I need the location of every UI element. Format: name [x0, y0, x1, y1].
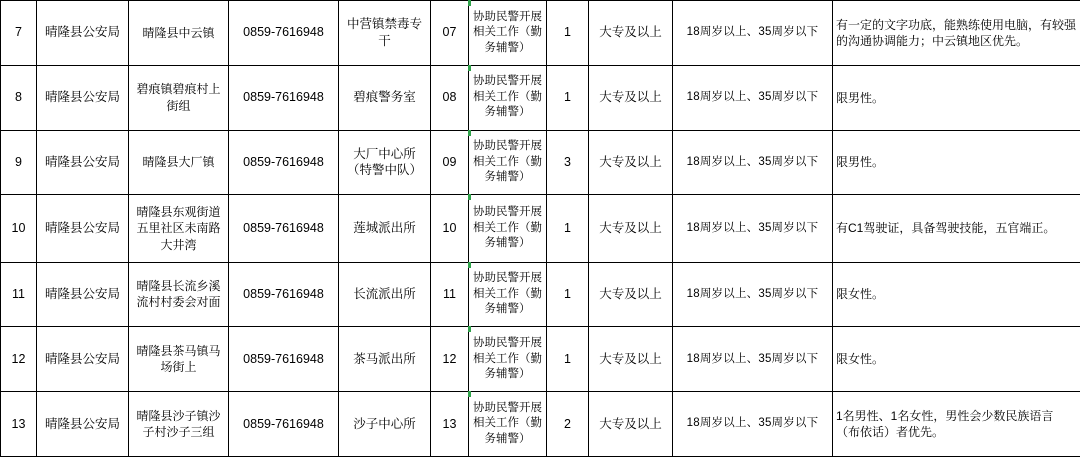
cell-organization: 晴隆县公安局	[37, 392, 129, 457]
cell-position-duty: 协助民警开展相关工作（勤务辅警）	[469, 65, 547, 130]
cell-address: 晴隆县长流乡溪流村村委会对面	[129, 262, 229, 327]
cell-headcount: 2	[547, 392, 589, 457]
cell-position-code: 10	[431, 195, 469, 262]
cell-education: 大专及以上	[589, 195, 673, 262]
table-row	[1, 1, 1080, 66]
cell-serial-number: 10	[1, 195, 37, 262]
cell-remark: 限男性。	[833, 65, 1080, 130]
cell-organization: 晴隆县公安局	[37, 327, 129, 392]
cell-remark: 限女性。	[833, 262, 1080, 327]
cell-position-duty: 协助民警开展相关工作（勤务辅警）	[469, 1, 547, 66]
cell-headcount: 1	[547, 327, 589, 392]
cell-address: 晴隆县东观街道五里社区未南路大井湾	[129, 195, 229, 262]
cell-remark: 1名男性、1名女性，男性会少数民族语言（布依话）者优先。	[833, 392, 1080, 457]
cell-position-code: 08	[431, 65, 469, 130]
cell-phone: 0859-7616948	[229, 195, 339, 262]
cell-serial-number: 7	[1, 1, 37, 66]
cell-remark: 限女性。	[833, 327, 1080, 392]
cell-remark: 有一定的文字功底，能熟练使用电脑，有较强的沟通协调能力；中云镇地区优先。	[833, 1, 1080, 66]
cell-phone: 0859-7616948	[229, 130, 339, 195]
cell-education: 大专及以上	[589, 130, 673, 195]
cell-organization: 晴隆县公安局	[37, 195, 129, 262]
table-row	[1, 65, 1080, 130]
cell-phone: 0859-7616948	[229, 65, 339, 130]
cell-age-requirement: 18周岁以上、35周岁以下	[673, 327, 833, 392]
table-row	[1, 130, 1080, 195]
table-row	[1, 327, 1080, 392]
cell-age-requirement: 18周岁以上、35周岁以下	[673, 195, 833, 262]
cell-position-code: 11	[431, 262, 469, 327]
cell-position-duty: 协助民警开展相关工作（勤务辅警）	[469, 195, 547, 262]
cell-education: 大专及以上	[589, 327, 673, 392]
cell-address: 晴隆县中云镇	[129, 1, 229, 66]
cell-serial-number: 8	[1, 65, 37, 130]
table-body	[1, 1, 1080, 457]
cell-headcount: 1	[547, 65, 589, 130]
cell-department: 长流派出所	[339, 262, 431, 327]
cell-position-duty: 协助民警开展相关工作（勤务辅警）	[469, 262, 547, 327]
cell-education: 大专及以上	[589, 1, 673, 66]
cell-phone: 0859-7616948	[229, 392, 339, 457]
cell-education: 大专及以上	[589, 65, 673, 130]
cell-organization: 晴隆县公安局	[37, 130, 129, 195]
cell-phone: 0859-7616948	[229, 262, 339, 327]
cell-age-requirement: 18周岁以上、35周岁以下	[673, 1, 833, 66]
cell-address: 晴隆县茶马镇马场街上	[129, 327, 229, 392]
cell-remark: 有C1驾驶证，具备驾驶技能，五官端正。	[833, 195, 1080, 262]
cell-education: 大专及以上	[589, 392, 673, 457]
cell-position-duty: 协助民警开展相关工作（勤务辅警）	[469, 327, 547, 392]
cell-education: 大专及以上	[589, 262, 673, 327]
cell-position-duty: 协助民警开展相关工作（勤务辅警）	[469, 392, 547, 457]
cell-age-requirement: 18周岁以上、35周岁以下	[673, 130, 833, 195]
cell-phone: 0859-7616948	[229, 1, 339, 66]
cell-age-requirement: 18周岁以上、35周岁以下	[673, 65, 833, 130]
cell-headcount: 1	[547, 262, 589, 327]
cell-serial-number: 12	[1, 327, 37, 392]
cell-headcount: 1	[547, 1, 589, 66]
cell-serial-number: 9	[1, 130, 37, 195]
cell-position-code: 13	[431, 392, 469, 457]
cell-organization: 晴隆县公安局	[37, 262, 129, 327]
cell-address: 碧痕镇碧痕村上街组	[129, 65, 229, 130]
cell-department: 大厂中心所（特警中队）	[339, 130, 431, 195]
table-row	[1, 262, 1080, 327]
cell-address: 晴隆县大厂镇	[129, 130, 229, 195]
cell-headcount: 1	[547, 195, 589, 262]
cell-age-requirement: 18周岁以上、35周岁以下	[673, 262, 833, 327]
table-row	[1, 392, 1080, 457]
table-row	[1, 195, 1080, 262]
cell-serial-number: 13	[1, 392, 37, 457]
cell-address: 晴隆县沙子镇沙子村沙子三组	[129, 392, 229, 457]
cell-department: 碧痕警务室	[339, 65, 431, 130]
cell-organization: 晴隆县公安局	[37, 65, 129, 130]
cell-headcount: 3	[547, 130, 589, 195]
cell-age-requirement: 18周岁以上、35周岁以下	[673, 392, 833, 457]
cell-phone: 0859-7616948	[229, 327, 339, 392]
cell-organization: 晴隆县公安局	[37, 1, 129, 66]
cell-position-code: 07	[431, 1, 469, 66]
cell-serial-number: 11	[1, 262, 37, 327]
cell-department: 茶马派出所	[339, 327, 431, 392]
cell-department: 中营镇禁毒专干	[339, 1, 431, 66]
cell-position-code: 09	[431, 130, 469, 195]
cell-position-duty: 协助民警开展相关工作（勤务辅警）	[469, 130, 547, 195]
cell-department: 沙子中心所	[339, 392, 431, 457]
cell-remark: 限男性。	[833, 130, 1080, 195]
cell-department: 莲城派出所	[339, 195, 431, 262]
cell-position-code: 12	[431, 327, 469, 392]
